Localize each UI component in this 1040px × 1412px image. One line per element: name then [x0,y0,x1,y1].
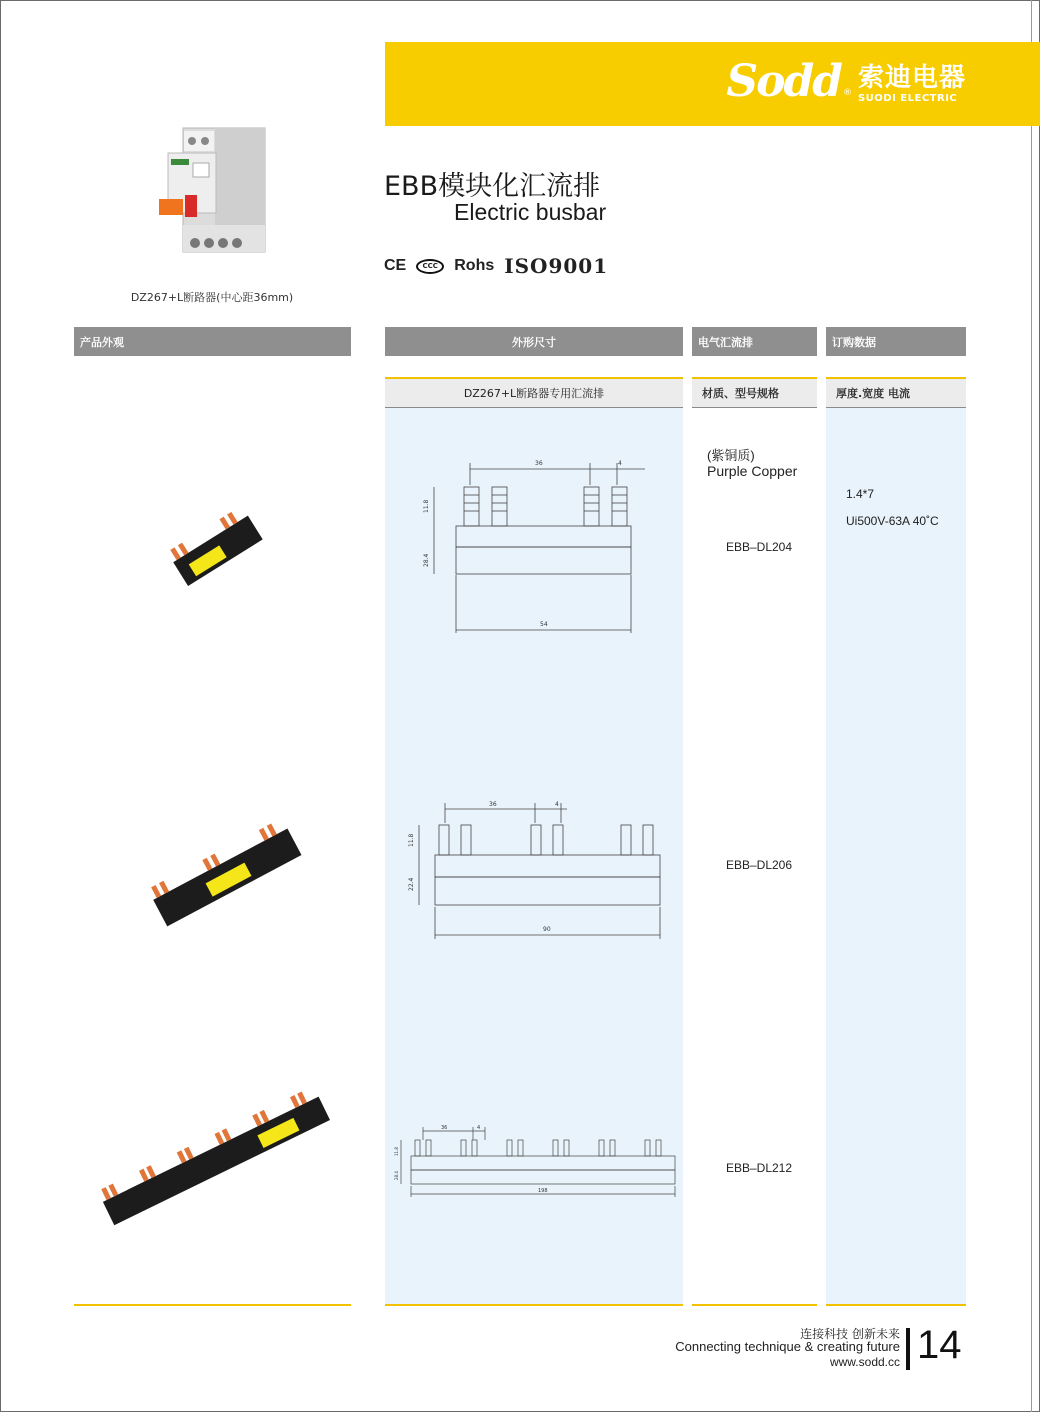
dim-length-dl212: 198 [538,1188,548,1194]
drawing-dl204 [420,455,660,635]
ce-mark: CE [384,257,407,274]
title-english: Electric busbar [454,199,607,225]
dim-body-height-dl206: 22.4 [408,877,415,891]
dim-top-height-dl206: 11.8 [408,833,415,847]
current-rating: Ui500V-63A 40˚C [846,514,939,528]
drawing-dl212 [393,1122,685,1200]
dim-pin-dl212: 4 [477,1125,481,1131]
dim-pitch-dl206: 36 [489,801,497,808]
column-head-dimensions: DZ267+L断路器专用汇流排 [385,377,683,408]
header-electrical: 电气汇流排 [692,327,817,356]
dim-pitch-dl204: 36 [535,460,543,467]
dim-body-height-dl212: 28.4 [394,1171,399,1180]
model-ebb-dl212: EBB–DL212 [725,1161,793,1175]
column-head-spec: 材质、型号规格 [692,377,817,408]
dim-length-dl204: 54 [540,621,548,628]
footer-slogan-english: Connecting technique & creating future [675,1339,900,1354]
product-image-dl204 [160,500,270,595]
dim-body-height-dl204: 28.4 [423,553,430,567]
logo-chinese-name: 索迪电器 [857,63,966,94]
iso-mark: ISO9001 [504,254,609,278]
bottom-rule-ordering [826,1304,966,1306]
model-ebb-dl206: EBB–DL206 [725,858,793,872]
title-chinese: EBB模块化汇流排 [384,171,601,202]
dim-top-height-dl212: 11.8 [394,1147,399,1156]
sample-caption: DZ267+L断路器(中心距36mm) [130,291,294,304]
rohs-mark: Rohs [454,257,495,274]
page-number: 14 [917,1323,962,1367]
material-english: Purple Copper [707,463,798,479]
logo-mark: Sodd [726,56,841,107]
dim-pin-dl206: 4 [555,801,559,808]
header-appearance: 产品外观 [74,327,351,356]
header-dimensions: 外形尺寸 [385,327,683,356]
bottom-rule-dimensions [385,1304,683,1306]
dim-pin-dl204: 4 [618,460,622,467]
dim-top-height-dl204: 11.8 [423,499,430,513]
product-image-dl206 [143,815,308,930]
dim-pitch-dl212: 36 [441,1125,448,1131]
certification-row [384,254,608,278]
column-head-ordering: 厚度.宽度 电流 [826,377,966,408]
footer-slogan-chinese: 连接科技 创新未来 [800,1327,900,1341]
page-edge-line [1031,0,1032,1412]
drawing-dl206 [405,795,675,945]
thickness-width: 1.4*7 [846,487,875,501]
logo-registered-mark: ® [842,88,852,98]
dim-length-dl206: 90 [543,926,551,933]
model-ebb-dl204: EBB–DL204 [725,540,793,554]
brand-banner [385,42,1040,126]
footer-website: www.sodd.cc [829,1355,900,1369]
footer-divider [906,1328,910,1370]
material-chinese: (紫铜质) [707,448,755,463]
header-ordering: 订购数据 [826,327,966,356]
logo-english-name: SUODI ELECTRIC [857,93,958,104]
ccc-mark: CCC [416,259,444,274]
circuit-breaker-image [155,125,270,260]
bottom-rule-appearance [74,1304,351,1306]
brand-logo [726,56,966,107]
product-image-dl212 [96,1082,336,1237]
bottom-rule-electrical [692,1304,817,1306]
